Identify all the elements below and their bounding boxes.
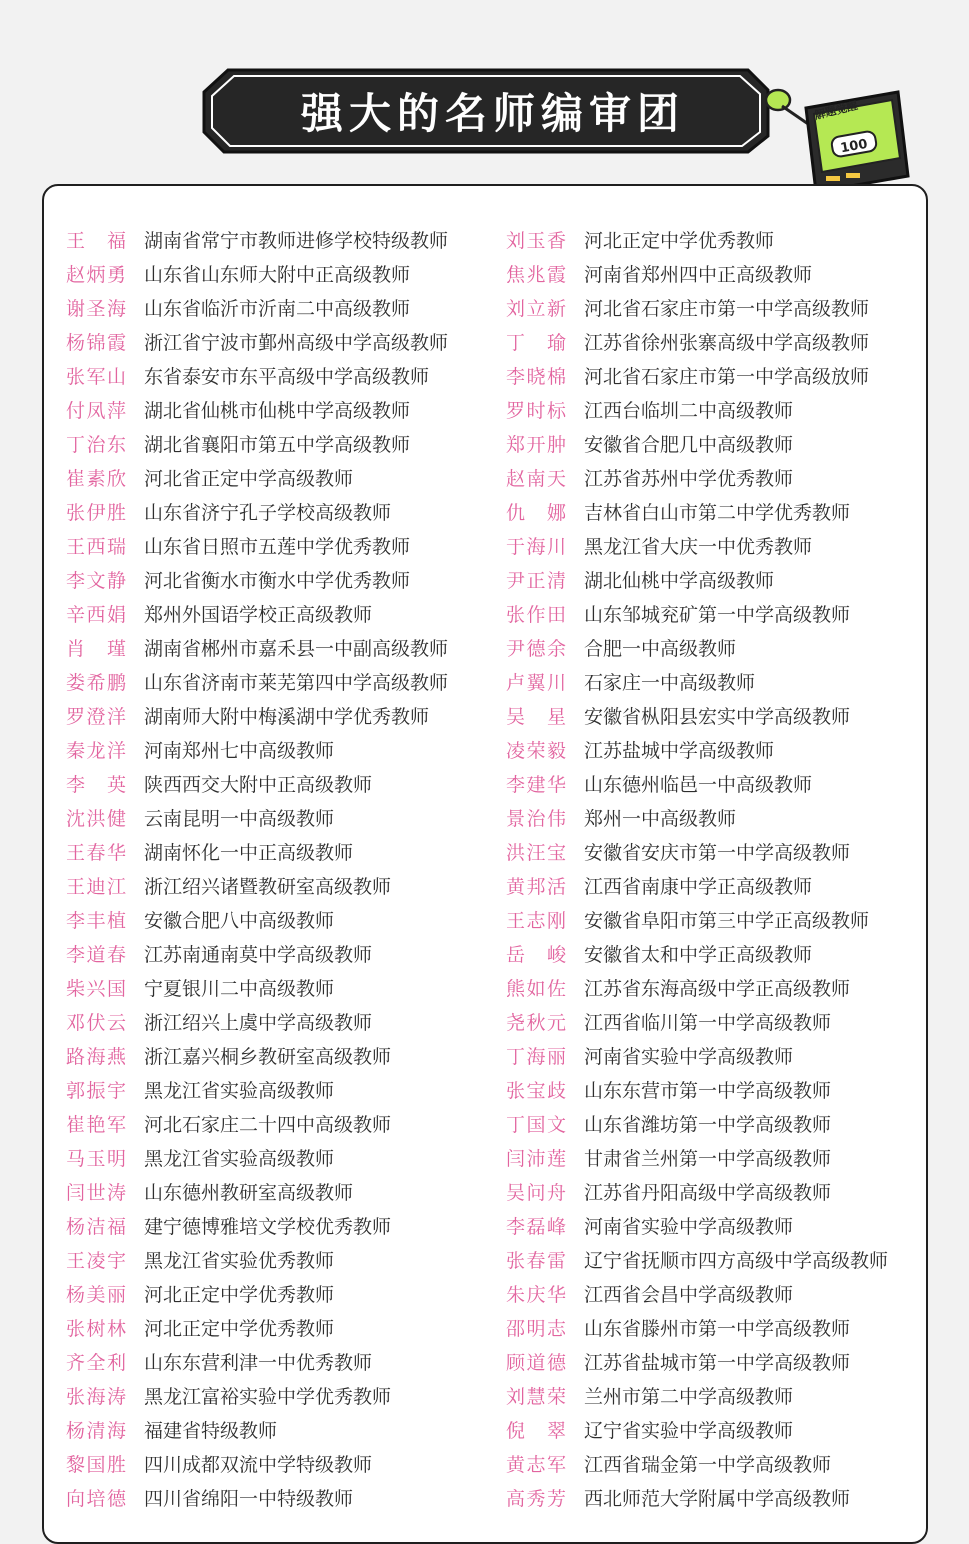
teacher-row: [506, 936, 888, 970]
teacher-name: 张伊胜: [66, 501, 126, 524]
teacher-title: 安徽省安庆市第一中学高级教师: [584, 841, 851, 864]
teacher-row: [66, 1072, 448, 1106]
teacher-row: [66, 596, 448, 630]
teacher-row: [66, 1378, 448, 1412]
teacher-row: [66, 970, 448, 1004]
teacher-name: 丁治东: [66, 433, 126, 456]
teacher-name: 柴兴国: [66, 977, 126, 1000]
teacher-title: 河北正定中学优秀教师: [584, 229, 775, 252]
teacher-row: [66, 1174, 448, 1208]
teacher-title: 山东东营利津一中优秀教师: [144, 1351, 373, 1374]
teacher-row: [66, 1310, 448, 1344]
teacher-title: 山东邹城兖矿第一中学高级教师: [584, 603, 851, 626]
teacher-row: [506, 1446, 888, 1480]
teacher-title: 西北师范大学附属中学高级教师: [584, 1487, 851, 1510]
teacher-name: 岳 峻: [506, 943, 566, 966]
teacher-name: 王迪江: [66, 875, 126, 898]
teacher-row: [506, 630, 888, 664]
mascot-label: 解题觉醒: [813, 98, 860, 123]
teacher-row: [506, 426, 888, 460]
teacher-title: 湖南怀化一中正高级教师: [144, 841, 354, 864]
teacher-row: [506, 1378, 888, 1412]
teacher-row: [506, 1038, 888, 1072]
teacher-row: [506, 1480, 888, 1514]
teacher-row: [506, 698, 888, 732]
teacher-name: 吴问舟: [506, 1181, 566, 1204]
teacher-title: 山东省滕州市第一中学高级教师: [584, 1317, 851, 1340]
teacher-name: 路海燕: [66, 1045, 126, 1068]
teacher-name: 洪汪宝: [506, 841, 566, 864]
teacher-name: 王春华: [66, 841, 126, 864]
teacher-row: [66, 222, 448, 256]
teacher-name: 于海川: [506, 535, 566, 558]
teacher-row: [506, 1344, 888, 1378]
teacher-row: [66, 256, 448, 290]
teacher-name: 罗澄洋: [66, 705, 126, 728]
mascot-book-icon: [762, 82, 912, 194]
teacher-title: 浙江绍兴诸暨教研室高级教师: [144, 875, 392, 898]
teacher-name: 李丰植: [66, 909, 126, 932]
teacher-row: [506, 902, 888, 936]
teacher-row: [506, 1106, 888, 1140]
teacher-name: 黄邦活: [506, 875, 566, 898]
teacher-name: 凌荣毅: [506, 739, 566, 762]
teacher-row: [506, 1412, 888, 1446]
teacher-title: 石家庄一中高级教师: [584, 671, 756, 694]
teacher-name: 景治伟: [506, 807, 566, 830]
teacher-name: 丁国文: [506, 1113, 566, 1136]
teacher-name: 刘慧荣: [506, 1385, 566, 1408]
teacher-name: 王凌宇: [66, 1249, 126, 1272]
mascot-illustration: [762, 82, 912, 194]
teacher-title: 河北正定中学优秀教师: [144, 1317, 335, 1340]
teacher-name: 倪 翠: [506, 1419, 566, 1442]
teacher-title: 建宁德博雅培文学校优秀教师: [144, 1215, 392, 1238]
teacher-title: 江西台临圳二中高级教师: [584, 399, 794, 422]
teacher-title: 安徽省合肥几中高级教师: [584, 433, 794, 456]
teacher-name: 熊如佐: [506, 977, 566, 1000]
teacher-row: [506, 528, 888, 562]
teacher-name: 邵明志: [506, 1317, 566, 1340]
teacher-row: [66, 1480, 448, 1514]
header-banner: [200, 66, 772, 156]
teacher-name: 娄希鹏: [66, 671, 126, 694]
teacher-row: [66, 664, 448, 698]
teacher-name: 李晓棉: [506, 365, 566, 388]
teacher-row: [66, 936, 448, 970]
teacher-title: 湖北省仙桃市仙桃中学高级教师: [144, 399, 411, 422]
teacher-title: 河北正定中学优秀教师: [144, 1283, 335, 1306]
teacher-title: 兰州市第二中学高级教师: [584, 1385, 794, 1408]
teacher-title: 甘肃省兰州第一中学高级教师: [584, 1147, 832, 1170]
teacher-title: 河南省实验中学高级教师: [584, 1215, 794, 1238]
teacher-row: [66, 766, 448, 800]
teacher-row: [66, 732, 448, 766]
teacher-title: 江西省临川第一中学高级教师: [584, 1011, 832, 1034]
teacher-title: 云南昆明一中高级教师: [144, 807, 335, 830]
teacher-row: [506, 1004, 888, 1038]
teacher-name: 崔艳军: [66, 1113, 126, 1136]
teacher-name: 张宝歧: [506, 1079, 566, 1102]
teacher-row: [66, 1344, 448, 1378]
teacher-title: 安徽省枞阳县宏实中学高级教师: [584, 705, 851, 728]
teacher-name: 尹德余: [506, 637, 566, 660]
teacher-title: 黑龙江省实验高级教师: [144, 1079, 335, 1102]
teacher-title: 安徽省阜阳市第三中学正高级教师: [584, 909, 870, 932]
teacher-row: [66, 1446, 448, 1480]
teacher-name: 邓伏云: [66, 1011, 126, 1034]
teacher-name: 李道春: [66, 943, 126, 966]
teacher-row: [66, 1004, 448, 1038]
teacher-title: 山东德州教研室高级教师: [144, 1181, 354, 1204]
teacher-title: 陕西西交大附中正高级教师: [144, 773, 373, 796]
teacher-title: 湖北省襄阳市第五中学高级教师: [144, 433, 411, 456]
teacher-name: 尹正清: [506, 569, 566, 592]
teacher-name: 张树林: [66, 1317, 126, 1340]
teacher-title: 湖南师大附中梅溪湖中学优秀教师: [144, 705, 430, 728]
teacher-row: [66, 426, 448, 460]
teacher-row: [506, 392, 888, 426]
teacher-title: 合肥一中高级教师: [584, 637, 737, 660]
teacher-name: 吴 星: [506, 705, 566, 728]
teacher-title: 山东省临沂市沂南二中高级教师: [144, 297, 411, 320]
teacher-name: 顾道德: [506, 1351, 566, 1374]
teacher-title: 山东省济宁孔子学校高级教师: [144, 501, 392, 524]
teacher-name: 尧秋元: [506, 1011, 566, 1034]
teacher-row: [66, 800, 448, 834]
teacher-title: 吉林省白山市第二中学优秀教师: [584, 501, 851, 524]
teacher-name: 郑开肿: [506, 433, 566, 456]
teacher-row: [66, 528, 448, 562]
teacher-title: 河北省衡水市衡水中学优秀教师: [144, 569, 411, 592]
teacher-row: [66, 1242, 448, 1276]
teacher-row: [506, 1140, 888, 1174]
teacher-name: 刘立新: [506, 297, 566, 320]
teacher-row: [66, 1140, 448, 1174]
teacher-row: [66, 562, 448, 596]
teacher-row: [506, 1276, 888, 1310]
teacher-name: 付凤萍: [66, 399, 126, 422]
svg-text:100: 100: [839, 136, 869, 157]
teacher-title: 江苏省东海高级中学正高级教师: [584, 977, 851, 1000]
teacher-row: [66, 698, 448, 732]
teacher-name: 丁海丽: [506, 1045, 566, 1068]
teacher-title: 湖北仙桃中学高级教师: [584, 569, 775, 592]
teacher-row: [506, 1242, 888, 1276]
teacher-title: 山东省济南市莱芜第四中学高级教师: [144, 671, 449, 694]
teacher-title: 山东省山东师大附中正高级教师: [144, 263, 411, 286]
teacher-row: [506, 868, 888, 902]
teacher-title: 江苏省丹阳高级中学高级教师: [584, 1181, 832, 1204]
teacher-title: 辽宁省实验中学高级教师: [584, 1419, 794, 1442]
teacher-row: [506, 800, 888, 834]
teacher-name: 张作田: [506, 603, 566, 626]
teacher-name: 李建华: [506, 773, 566, 796]
teacher-title: 浙江省宁波市鄞州高级中学高级教师: [144, 331, 449, 354]
teacher-row: [66, 1208, 448, 1242]
teacher-name: 郭振宇: [66, 1079, 126, 1102]
teacher-row: [506, 732, 888, 766]
teacher-title: 黑龙江富裕实验中学优秀教师: [144, 1385, 392, 1408]
teacher-name: 黄志军: [506, 1453, 566, 1476]
teacher-row: [506, 324, 888, 358]
teacher-title: 郑州一中高级教师: [584, 807, 737, 830]
teacher-row: [66, 630, 448, 664]
teacher-row: [506, 460, 888, 494]
teacher-name: 马玉明: [66, 1147, 126, 1170]
teacher-row: [506, 562, 888, 596]
teacher-row: [506, 290, 888, 324]
teacher-title: 江苏盐城中学高级教师: [584, 739, 775, 762]
teacher-title: 江苏省盐城市第一中学高级教师: [584, 1351, 851, 1374]
teacher-name: 王西瑞: [66, 535, 126, 558]
teacher-row: [66, 1412, 448, 1446]
teacher-list-panel: [42, 184, 928, 1544]
teacher-name: 李 英: [66, 773, 126, 796]
teacher-title: 山东省日照市五莲中学优秀教师: [144, 535, 411, 558]
teacher-row: [506, 256, 888, 290]
teacher-name: 齐全利: [66, 1351, 126, 1374]
teacher-title: 湖南省常宁市教师进修学校特级教师: [144, 229, 449, 252]
teacher-row: [506, 358, 888, 392]
teacher-column-right: [506, 222, 888, 1514]
teacher-row: [66, 868, 448, 902]
teacher-title: 福建省特级教师: [144, 1419, 278, 1442]
teacher-title: 江西省瑞金第一中学高级教师: [584, 1453, 832, 1476]
teacher-row: [66, 1038, 448, 1072]
teacher-name: 肖 瑾: [66, 637, 126, 660]
teacher-title: 河南省郑州四中正高级教师: [584, 263, 813, 286]
teacher-title: 宁夏银川二中高级教师: [144, 977, 335, 1000]
teacher-row: [506, 664, 888, 698]
teacher-name: 黎国胜: [66, 1453, 126, 1476]
teacher-column-left: [66, 222, 448, 1514]
teacher-name: 杨锦霞: [66, 331, 126, 354]
teacher-name: 辛西娟: [66, 603, 126, 626]
teacher-title: 河北省石家庄市第一中学高级放师: [584, 365, 870, 388]
teacher-title: 江苏省苏州中学优秀教师: [584, 467, 794, 490]
teacher-title: 河南郑州七中高级教师: [144, 739, 335, 762]
teacher-row: [506, 1208, 888, 1242]
teacher-title: 江苏南通南莫中学高级教师: [144, 943, 373, 966]
teacher-name: 向培德: [66, 1487, 126, 1510]
teacher-name: 杨美丽: [66, 1283, 126, 1306]
teacher-title: 河南省实验中学高级教师: [584, 1045, 794, 1068]
teacher-title: 安徽合肥八中高级教师: [144, 909, 335, 932]
teacher-title: 河北省正定中学高级教师: [144, 467, 354, 490]
teacher-title: 郑州外国语学校正高级教师: [144, 603, 373, 626]
teacher-row: [66, 902, 448, 936]
teacher-name: 卢翼川: [506, 671, 566, 694]
teacher-row: [506, 1174, 888, 1208]
teacher-row: [506, 222, 888, 256]
teacher-name: 杨清海: [66, 1419, 126, 1442]
teacher-name: 焦兆霞: [506, 263, 566, 286]
teacher-title: 黑龙江省实验高级教师: [144, 1147, 335, 1170]
teacher-row: [66, 358, 448, 392]
teacher-name: 王 福: [66, 229, 126, 252]
teacher-name: 张海涛: [66, 1385, 126, 1408]
teacher-name: 闫沛莲: [506, 1147, 566, 1170]
teacher-title: 四川省绵阳一中特级教师: [144, 1487, 354, 1510]
teacher-title: 山东东营市第一中学高级教师: [584, 1079, 832, 1102]
teacher-title: 湖南省郴州市嘉禾县一中副高级教师: [144, 637, 449, 660]
teacher-name: 沈洪健: [66, 807, 126, 830]
teacher-title: 河北石家庄二十四中高级教师: [144, 1113, 392, 1136]
teacher-name: 刘玉香: [506, 229, 566, 252]
teacher-title: 安徽省太和中学正高级教师: [584, 943, 813, 966]
teacher-name: 高秀芳: [506, 1487, 566, 1510]
teacher-title: 山东省潍坊第一中学高级教师: [584, 1113, 832, 1136]
teacher-title: 江苏省徐州张寨高级中学高级教师: [584, 331, 870, 354]
teacher-title: 江西省会昌中学高级教师: [584, 1283, 794, 1306]
teacher-name: 仇 娜: [506, 501, 566, 524]
teacher-name: 闫世涛: [66, 1181, 126, 1204]
teacher-row: [506, 494, 888, 528]
teacher-title: 东省泰安市东平高级中学高级教师: [144, 365, 430, 388]
teacher-row: [66, 392, 448, 426]
teacher-row: [506, 970, 888, 1004]
teacher-title: 辽宁省抚顺市四方高级中学高级教师: [584, 1249, 889, 1272]
teacher-name: 谢圣海: [66, 297, 126, 320]
teacher-title: 浙江嘉兴桐乡教研室高级教师: [144, 1045, 392, 1068]
teacher-row: [66, 324, 448, 358]
teacher-name: 赵南天: [506, 467, 566, 490]
teacher-name: 王志刚: [506, 909, 566, 932]
teacher-row: [66, 834, 448, 868]
teacher-name: 赵炳勇: [66, 263, 126, 286]
teacher-row: [66, 460, 448, 494]
teacher-name: 杨洁福: [66, 1215, 126, 1238]
teacher-title: 江西省南康中学正高级教师: [584, 875, 813, 898]
teacher-name: 张春雷: [506, 1249, 566, 1272]
teacher-title: 四川成都双流中学特级教师: [144, 1453, 373, 1476]
teacher-name: 丁 瑜: [506, 331, 566, 354]
teacher-row: [66, 290, 448, 324]
teacher-title: 黑龙江省实验优秀教师: [144, 1249, 335, 1272]
teacher-name: 李文静: [66, 569, 126, 592]
teacher-row: [66, 1106, 448, 1140]
teacher-name: 张军山: [66, 365, 126, 388]
teacher-title: 山东德州临邑一中高级教师: [584, 773, 813, 796]
teacher-name: 朱庆华: [506, 1283, 566, 1306]
teacher-name: 秦龙洋: [66, 739, 126, 762]
teacher-title: 浙江绍兴上虞中学高级教师: [144, 1011, 373, 1034]
teacher-row: [506, 596, 888, 630]
teacher-name: 李磊峰: [506, 1215, 566, 1238]
page-title: 强大的名师编审团: [300, 89, 685, 138]
teacher-name: 崔素欣: [66, 467, 126, 490]
teacher-title: 黑龙江省大庆一中优秀教师: [584, 535, 813, 558]
teacher-row: [506, 1072, 888, 1106]
teacher-row: [506, 1310, 888, 1344]
teacher-title: 河北省石家庄市第一中学高级教师: [584, 297, 870, 320]
teacher-name: 罗时标: [506, 399, 566, 422]
teacher-row: [66, 494, 448, 528]
teacher-row: [66, 1276, 448, 1310]
teacher-row: [506, 834, 888, 868]
teacher-row: [506, 766, 888, 800]
